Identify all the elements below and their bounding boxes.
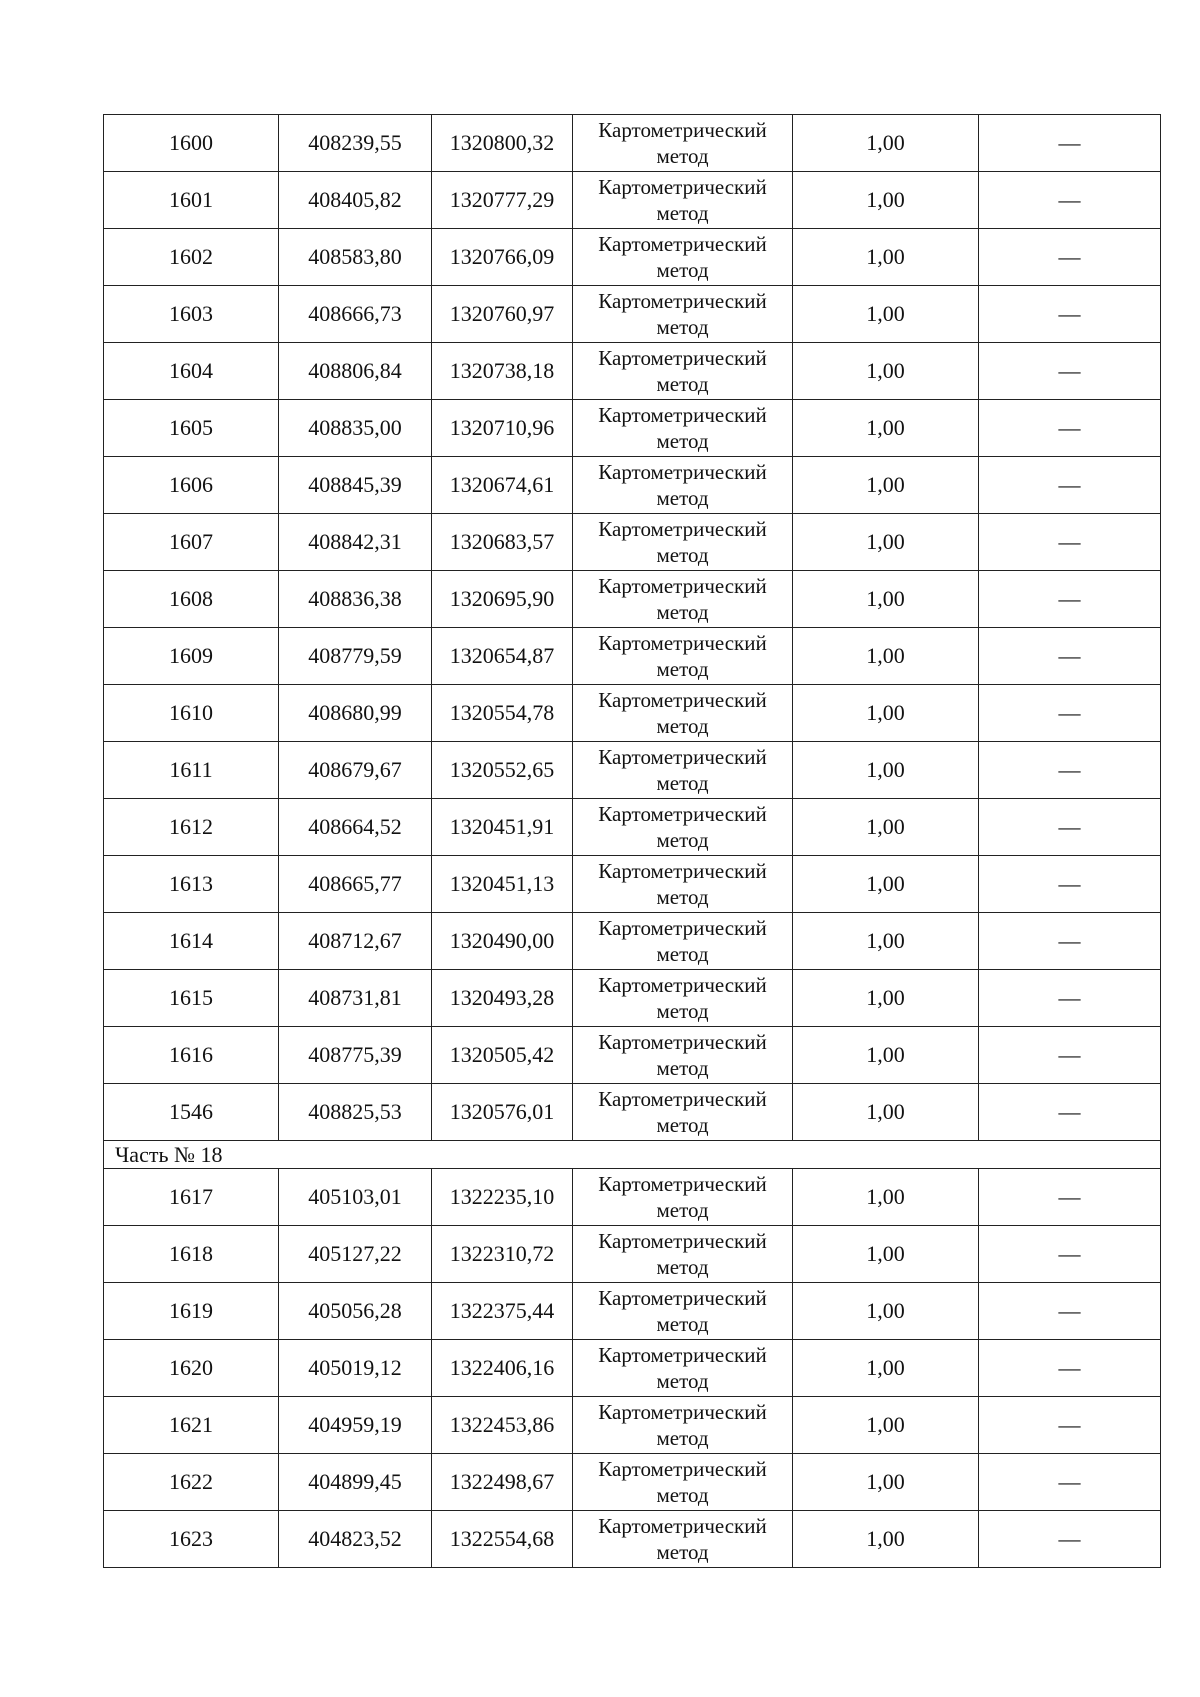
method-line-2: метод: [656, 1255, 709, 1279]
x-coordinate-cell: 405127,22: [279, 1226, 432, 1283]
accuracy-cell: 1,00: [793, 343, 979, 400]
method-line-2: метод: [656, 543, 709, 567]
table-row: [104, 1027, 1161, 1084]
note-cell: —: [979, 1340, 1161, 1397]
point-number-cell: 1602: [104, 229, 279, 286]
y-coordinate-cell: 1320505,42: [432, 1027, 573, 1084]
method-line-1: Картометрический: [598, 1286, 767, 1310]
accuracy-cell: 1,00: [793, 1397, 979, 1454]
x-coordinate-cell: 408239,55: [279, 115, 432, 172]
method-cell: [573, 799, 793, 856]
x-coordinate-cell: 408835,00: [279, 400, 432, 457]
x-coordinate-cell: 408664,52: [279, 799, 432, 856]
note-cell: —: [979, 1027, 1161, 1084]
point-number-cell: 1613: [104, 856, 279, 913]
method-line-1: Картометрический: [598, 1400, 767, 1424]
method-line-2: метод: [656, 714, 709, 738]
method-line-1: Картометрический: [598, 1457, 767, 1481]
method-line-1: Картометрический: [598, 631, 767, 655]
method-cell: [573, 1283, 793, 1340]
accuracy-cell: 1,00: [793, 856, 979, 913]
accuracy-cell: 1,00: [793, 799, 979, 856]
accuracy-cell: 1,00: [793, 1340, 979, 1397]
method-line-1: Картометрический: [598, 859, 767, 883]
x-coordinate-cell: 408666,73: [279, 286, 432, 343]
y-coordinate-cell: 1320490,00: [432, 913, 573, 970]
method-line-2: метод: [656, 144, 709, 168]
method-line-2: метод: [656, 828, 709, 852]
method-cell: [573, 571, 793, 628]
method-cell: [573, 1454, 793, 1511]
accuracy-cell: 1,00: [793, 1084, 979, 1141]
note-cell: —: [979, 742, 1161, 799]
point-number-cell: 1612: [104, 799, 279, 856]
table-body-part-b: [104, 1169, 1161, 1568]
note-cell: —: [979, 400, 1161, 457]
accuracy-cell: 1,00: [793, 286, 979, 343]
method-cell: [573, 913, 793, 970]
method-line-2: метод: [656, 942, 709, 966]
x-coordinate-cell: 408680,99: [279, 685, 432, 742]
table-row: [104, 172, 1161, 229]
method-cell: [573, 1027, 793, 1084]
method-cell: [573, 1169, 793, 1226]
note-cell: —: [979, 799, 1161, 856]
method-cell: [573, 400, 793, 457]
table-row: [104, 1283, 1161, 1340]
point-number-cell: 1619: [104, 1283, 279, 1340]
note-cell: —: [979, 1226, 1161, 1283]
x-coordinate-cell: 408836,38: [279, 571, 432, 628]
table-row: [104, 514, 1161, 571]
method-line-2: метод: [656, 1369, 709, 1393]
method-line-1: Картометрический: [598, 574, 767, 598]
method-cell: [573, 1226, 793, 1283]
y-coordinate-cell: 1320683,57: [432, 514, 573, 571]
point-number-cell: 1609: [104, 628, 279, 685]
x-coordinate-cell: 405056,28: [279, 1283, 432, 1340]
method-line-1: Картометрический: [598, 802, 767, 826]
point-number-cell: 1611: [104, 742, 279, 799]
accuracy-cell: 1,00: [793, 1169, 979, 1226]
table-row: [104, 229, 1161, 286]
note-cell: —: [979, 685, 1161, 742]
method-line-1: Картометрический: [598, 1030, 767, 1054]
x-coordinate-cell: 408842,31: [279, 514, 432, 571]
table-row: [104, 115, 1161, 172]
method-line-1: Картометрический: [598, 1229, 767, 1253]
method-line-1: Картометрический: [598, 289, 767, 313]
accuracy-cell: 1,00: [793, 1511, 979, 1568]
point-number-cell: 1614: [104, 913, 279, 970]
table-row: [104, 571, 1161, 628]
x-coordinate-cell: 405019,12: [279, 1340, 432, 1397]
point-number-cell: 1622: [104, 1454, 279, 1511]
method-line-1: Картометрический: [598, 688, 767, 712]
y-coordinate-cell: 1322235,10: [432, 1169, 573, 1226]
accuracy-cell: 1,00: [793, 571, 979, 628]
y-coordinate-cell: 1320760,97: [432, 286, 573, 343]
coordinates-table: [103, 114, 1161, 1568]
point-number-cell: 1615: [104, 970, 279, 1027]
method-line-1: Картометрический: [598, 346, 767, 370]
note-cell: —: [979, 514, 1161, 571]
point-number-cell: 1617: [104, 1169, 279, 1226]
point-number-cell: 1607: [104, 514, 279, 571]
x-coordinate-cell: 408779,59: [279, 628, 432, 685]
table-row: [104, 400, 1161, 457]
y-coordinate-cell: 1320554,78: [432, 685, 573, 742]
method-line-1: Картометрический: [598, 460, 767, 484]
y-coordinate-cell: 1320800,32: [432, 115, 573, 172]
table-row: [104, 856, 1161, 913]
method-line-2: метод: [656, 999, 709, 1023]
method-cell: [573, 286, 793, 343]
table-row: [104, 1084, 1161, 1141]
point-number-cell: 1618: [104, 1226, 279, 1283]
method-cell: [573, 1084, 793, 1141]
y-coordinate-cell: 1320451,91: [432, 799, 573, 856]
method-line-1: Картометрический: [598, 1172, 767, 1196]
point-number-cell: 1603: [104, 286, 279, 343]
method-cell: [573, 115, 793, 172]
method-line-1: Картометрический: [598, 1343, 767, 1367]
method-line-2: метод: [656, 315, 709, 339]
method-cell: [573, 1397, 793, 1454]
table-row: [104, 286, 1161, 343]
note-cell: —: [979, 1454, 1161, 1511]
table-row: [104, 457, 1161, 514]
x-coordinate-cell: 408731,81: [279, 970, 432, 1027]
y-coordinate-cell: 1322453,86: [432, 1397, 573, 1454]
x-coordinate-cell: 405103,01: [279, 1169, 432, 1226]
point-number-cell: 1605: [104, 400, 279, 457]
accuracy-cell: 1,00: [793, 1027, 979, 1084]
accuracy-cell: 1,00: [793, 457, 979, 514]
method-cell: [573, 742, 793, 799]
method-cell: [573, 685, 793, 742]
method-line-1: Картометрический: [598, 973, 767, 997]
point-number-cell: 1606: [104, 457, 279, 514]
accuracy-cell: 1,00: [793, 970, 979, 1027]
x-coordinate-cell: 408806,84: [279, 343, 432, 400]
note-cell: —: [979, 343, 1161, 400]
y-coordinate-cell: 1322554,68: [432, 1511, 573, 1568]
method-line-2: метод: [656, 1540, 709, 1564]
y-coordinate-cell: 1322375,44: [432, 1283, 573, 1340]
x-coordinate-cell: 408775,39: [279, 1027, 432, 1084]
method-cell: [573, 856, 793, 913]
note-cell: —: [979, 1511, 1161, 1568]
method-line-2: метод: [656, 486, 709, 510]
method-line-2: метод: [656, 1312, 709, 1336]
accuracy-cell: 1,00: [793, 685, 979, 742]
accuracy-cell: 1,00: [793, 115, 979, 172]
table-section-header: [104, 1141, 1161, 1169]
x-coordinate-cell: 408679,67: [279, 742, 432, 799]
table-row: [104, 343, 1161, 400]
table-row: [104, 1397, 1161, 1454]
method-line-1: Картометрический: [598, 403, 767, 427]
y-coordinate-cell: 1320493,28: [432, 970, 573, 1027]
x-coordinate-cell: 404823,52: [279, 1511, 432, 1568]
accuracy-cell: 1,00: [793, 1454, 979, 1511]
table-row: [104, 913, 1161, 970]
y-coordinate-cell: 1320695,90: [432, 571, 573, 628]
point-number-cell: 1623: [104, 1511, 279, 1568]
x-coordinate-cell: 408712,67: [279, 913, 432, 970]
table-row: [104, 799, 1161, 856]
point-number-cell: 1620: [104, 1340, 279, 1397]
accuracy-cell: 1,00: [793, 1283, 979, 1340]
y-coordinate-cell: 1320766,09: [432, 229, 573, 286]
y-coordinate-cell: 1322310,72: [432, 1226, 573, 1283]
note-cell: —: [979, 913, 1161, 970]
method-cell: [573, 457, 793, 514]
table-body-part-a: [104, 115, 1161, 1141]
note-cell: —: [979, 628, 1161, 685]
method-cell: [573, 343, 793, 400]
y-coordinate-cell: 1322498,67: [432, 1454, 573, 1511]
method-line-1: Картометрический: [598, 916, 767, 940]
accuracy-cell: 1,00: [793, 913, 979, 970]
method-line-2: метод: [656, 258, 709, 282]
y-coordinate-cell: 1320552,65: [432, 742, 573, 799]
method-line-1: Картометрический: [598, 1087, 767, 1111]
method-line-2: метод: [656, 201, 709, 225]
point-number-cell: 1608: [104, 571, 279, 628]
x-coordinate-cell: 408825,53: [279, 1084, 432, 1141]
note-cell: —: [979, 1397, 1161, 1454]
table-row: [104, 1340, 1161, 1397]
method-cell: [573, 628, 793, 685]
accuracy-cell: 1,00: [793, 400, 979, 457]
point-number-cell: 1616: [104, 1027, 279, 1084]
y-coordinate-cell: 1322406,16: [432, 1340, 573, 1397]
point-number-cell: 1600: [104, 115, 279, 172]
y-coordinate-cell: 1320654,87: [432, 628, 573, 685]
y-coordinate-cell: 1320738,18: [432, 343, 573, 400]
point-number-cell: 1604: [104, 343, 279, 400]
table-row: [104, 1454, 1161, 1511]
y-coordinate-cell: 1320710,96: [432, 400, 573, 457]
method-line-2: метод: [656, 657, 709, 681]
note-cell: —: [979, 571, 1161, 628]
y-coordinate-cell: 1320576,01: [432, 1084, 573, 1141]
method-line-2: метод: [656, 1198, 709, 1222]
accuracy-cell: 1,00: [793, 1226, 979, 1283]
note-cell: —: [979, 457, 1161, 514]
method-cell: [573, 970, 793, 1027]
note-cell: —: [979, 856, 1161, 913]
table-row: [104, 1511, 1161, 1568]
y-coordinate-cell: 1320674,61: [432, 457, 573, 514]
note-cell: —: [979, 1084, 1161, 1141]
table-row: [104, 1169, 1161, 1226]
note-cell: —: [979, 1283, 1161, 1340]
x-coordinate-cell: 408845,39: [279, 457, 432, 514]
note-cell: —: [979, 115, 1161, 172]
table-row: [104, 742, 1161, 799]
method-line-2: метод: [656, 372, 709, 396]
note-cell: —: [979, 286, 1161, 343]
method-line-2: метод: [656, 885, 709, 909]
method-line-2: метод: [656, 771, 709, 795]
method-line-2: метод: [656, 429, 709, 453]
method-cell: [573, 1511, 793, 1568]
point-number-cell: 1601: [104, 172, 279, 229]
method-line-1: Картометрический: [598, 118, 767, 142]
x-coordinate-cell: 408405,82: [279, 172, 432, 229]
table-row: [104, 1226, 1161, 1283]
note-cell: —: [979, 1169, 1161, 1226]
section-label: Часть № 18: [104, 1141, 1161, 1169]
method-cell: [573, 172, 793, 229]
table-row: [104, 628, 1161, 685]
x-coordinate-cell: 404899,45: [279, 1454, 432, 1511]
method-cell: [573, 1340, 793, 1397]
method-line-2: метод: [656, 1113, 709, 1137]
point-number-cell: 1610: [104, 685, 279, 742]
point-number-cell: 1621: [104, 1397, 279, 1454]
table-row: [104, 970, 1161, 1027]
method-cell: [573, 229, 793, 286]
method-line-1: Картометрический: [598, 745, 767, 769]
method-line-2: метод: [656, 1426, 709, 1450]
accuracy-cell: 1,00: [793, 514, 979, 571]
method-line-2: метод: [656, 600, 709, 624]
note-cell: —: [979, 970, 1161, 1027]
method-line-1: Картометрический: [598, 517, 767, 541]
method-cell: [573, 514, 793, 571]
point-number-cell: 1546: [104, 1084, 279, 1141]
table-row: [104, 685, 1161, 742]
note-cell: —: [979, 172, 1161, 229]
y-coordinate-cell: 1320777,29: [432, 172, 573, 229]
section-row: [104, 1141, 1161, 1169]
method-line-1: Картометрический: [598, 175, 767, 199]
accuracy-cell: 1,00: [793, 229, 979, 286]
x-coordinate-cell: 404959,19: [279, 1397, 432, 1454]
accuracy-cell: 1,00: [793, 172, 979, 229]
accuracy-cell: 1,00: [793, 742, 979, 799]
method-line-2: метод: [656, 1483, 709, 1507]
method-line-2: метод: [656, 1056, 709, 1080]
method-line-1: Картометрический: [598, 1514, 767, 1538]
x-coordinate-cell: 408583,80: [279, 229, 432, 286]
method-line-1: Картометрический: [598, 232, 767, 256]
y-coordinate-cell: 1320451,13: [432, 856, 573, 913]
x-coordinate-cell: 408665,77: [279, 856, 432, 913]
accuracy-cell: 1,00: [793, 628, 979, 685]
note-cell: —: [979, 229, 1161, 286]
